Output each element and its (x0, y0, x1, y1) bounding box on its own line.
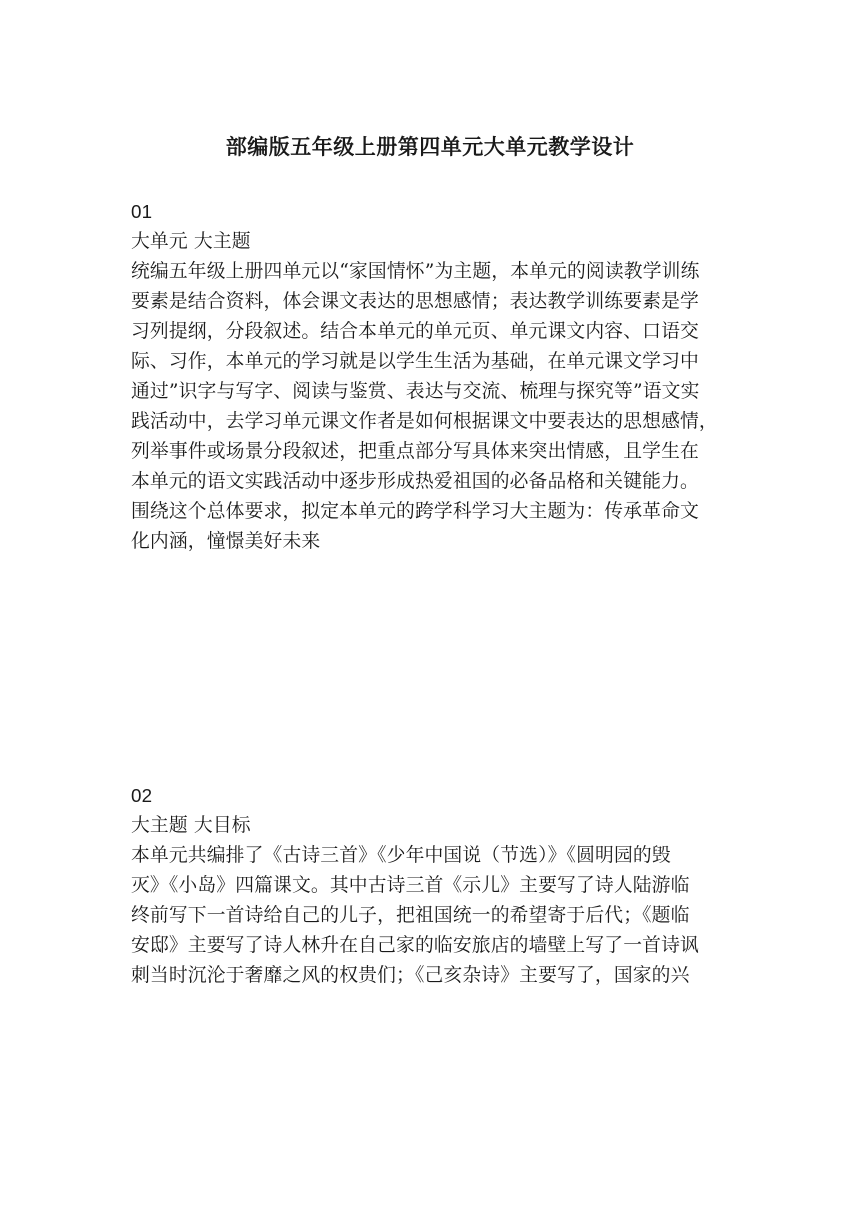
paragraph-line: 践活动中，去学习单元课文作者是如何根据课文中要表达的思想感情， (131, 411, 718, 432)
paragraph-line: 刺当时沉沦于奢靡之风的权贵们；《己亥杂诗》主要写了，国家的兴 (131, 965, 690, 986)
section-heading: 大主题 大目标 (131, 815, 251, 836)
section-heading: 大单元 大主题 (131, 231, 251, 252)
paragraph-line: 化内涵，憧憬美好未来 (131, 531, 321, 552)
paragraph-line: 灭》《小岛》四篇课文。其中古诗三首《示儿》主要写了诗人陆游临 (131, 875, 690, 896)
paragraph-line: 终前写下一首诗给自己的儿子，把祖国统一的希望寄于后代；《题临 (131, 905, 690, 926)
paragraph-line: 统编五年级上册四单元以“家国情怀”为主题，本单元的阅读教学训练 (131, 261, 700, 282)
document-title: 部编版五年级上册第四单元大单元教学设计 (225, 135, 635, 159)
paragraph-line: 本单元共编排了《古诗三首》《少年中国说（节选）》《圆明园的毁 (131, 845, 671, 866)
section-1 (131, 197, 743, 557)
paragraph-line: 围绕这个总体要求，拟定本单元的跨学科学习大主题为：传承革命文 (131, 501, 699, 522)
paragraph-line: 习列提纲，分段叙述。结合本单元的单元页、单元课文内容、口语交 (131, 321, 699, 342)
section-number: 01 (131, 201, 153, 222)
section-2 (131, 781, 743, 991)
paragraph-line: 安邸》主要写了诗人林升在自己家的临安旅店的墙壁上写了一首诗讽 (131, 935, 699, 956)
paragraph-line: 要素是结合资料，体会课文表达的思想感情；表达教学训练要素是学 (131, 291, 699, 312)
paragraph-line: 通过”识字与写字、阅读与鉴赏、表达与交流、梳理与探究等”语文实 (131, 381, 700, 402)
paragraph-line: 列举事件或场景分段叙述，把重点部分写具体来突出情感，且学生在 (131, 441, 699, 462)
paragraph-line: 际、习作，本单元的学习就是以学生生活为基础，在单元课文学习中 (131, 351, 699, 372)
section-number: 02 (131, 785, 153, 806)
paragraph-line: 本单元的语文实践活动中逐步形成热爱祖国的必备品格和关键能力。 (131, 471, 699, 492)
